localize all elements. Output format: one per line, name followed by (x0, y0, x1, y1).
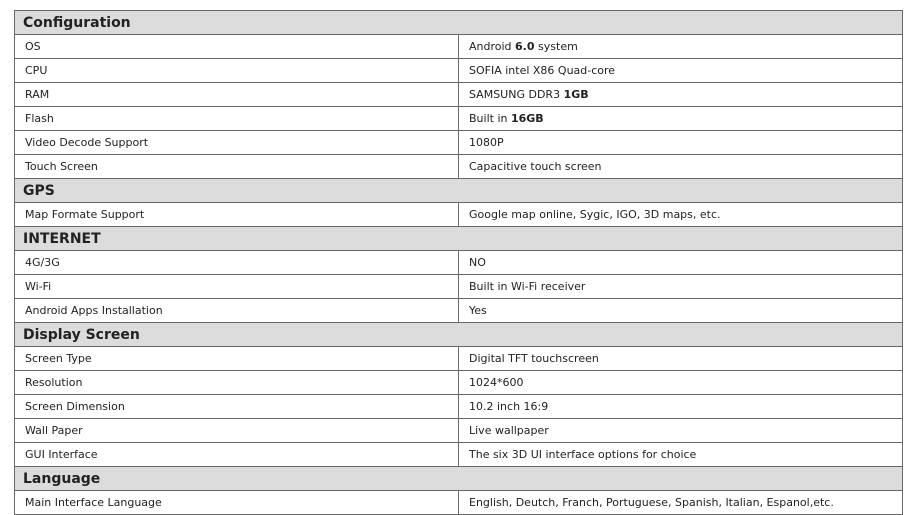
spec-value-emphasis: 6.0 (515, 39, 535, 53)
spec-value (459, 251, 903, 275)
spec-value (459, 443, 903, 467)
spec-row (15, 83, 903, 107)
section-header-row (15, 179, 903, 203)
spec-value-text: 1080P (469, 135, 504, 149)
spec-label: RAM (15, 83, 459, 107)
spec-value (459, 299, 903, 323)
spec-value (459, 59, 903, 83)
spec-value-emphasis: 16GB (510, 111, 544, 125)
spec-value-text: Digital TFT touchscreen (469, 351, 599, 365)
section-title: GPS (15, 179, 903, 203)
section-header-row (15, 467, 903, 491)
spec-value-text: Android (469, 39, 516, 53)
spec-value-text: Capacitive touch screen (469, 159, 602, 173)
spec-row (15, 443, 903, 467)
section-header-row (15, 227, 903, 251)
spec-label: Wi-Fi (15, 275, 459, 299)
spec-label: Map Formate Support (15, 203, 459, 227)
spec-label: GUI Interface (15, 443, 459, 467)
spec-label: Wall Paper (15, 419, 459, 443)
spec-value-text: Yes (469, 303, 487, 317)
spec-row (15, 395, 903, 419)
spec-value (459, 419, 903, 443)
spec-value (459, 107, 903, 131)
spec-row (15, 491, 903, 515)
spec-value-emphasis: 1GB (563, 87, 589, 101)
spec-row (15, 419, 903, 443)
spec-value-text: SAMSUNG DDR3 (469, 87, 564, 101)
spec-value-text: The six 3D UI interface options for choice (469, 447, 697, 461)
spec-table (14, 10, 903, 515)
spec-value-text: English, Deutch, Franch, Portuguese, Spanish, Italian, Espanol,etc. (469, 495, 834, 509)
spec-label: Resolution (15, 371, 459, 395)
spec-row (15, 275, 903, 299)
spec-row (15, 299, 903, 323)
spec-label: Screen Type (15, 347, 459, 371)
section-title: INTERNET (15, 227, 903, 251)
spec-label: Main Interface Language (15, 491, 459, 515)
spec-row (15, 59, 903, 83)
spec-value-text: Built in (469, 111, 511, 125)
spec-value (459, 83, 903, 107)
spec-value (459, 347, 903, 371)
spec-row (15, 155, 903, 179)
spec-value (459, 203, 903, 227)
spec-table-body (15, 11, 903, 515)
spec-row (15, 371, 903, 395)
spec-value-text: system (534, 39, 578, 53)
spec-row (15, 251, 903, 275)
spec-value (459, 131, 903, 155)
spec-row (15, 131, 903, 155)
spec-label: Video Decode Support (15, 131, 459, 155)
spec-label: Android Apps Installation (15, 299, 459, 323)
spec-value-text: Google map online, Sygic, IGO, 3D maps, etc. (469, 207, 721, 221)
spec-value (459, 35, 903, 59)
spec-value (459, 491, 903, 515)
spec-row (15, 203, 903, 227)
spec-value-text: NO (469, 255, 486, 269)
spec-value-text: SOFIA intel X86 Quad-core (469, 63, 616, 77)
spec-row (15, 107, 903, 131)
spec-row (15, 347, 903, 371)
section-title: Display Screen (15, 323, 903, 347)
spec-value (459, 395, 903, 419)
spec-row (15, 35, 903, 59)
spec-label: CPU (15, 59, 459, 83)
spec-label: Touch Screen (15, 155, 459, 179)
spec-label: Screen Dimension (15, 395, 459, 419)
spec-value (459, 155, 903, 179)
section-title: Configuration (15, 11, 903, 35)
spec-label: OS (15, 35, 459, 59)
section-header-row (15, 323, 903, 347)
spec-label: 4G/3G (15, 251, 459, 275)
spec-value (459, 371, 903, 395)
section-title: Language (15, 467, 903, 491)
spec-value-text: 10.2 inch 16:9 (469, 399, 549, 413)
spec-value-text: Built in Wi-Fi receiver (469, 279, 586, 293)
spec-label: Flash (15, 107, 459, 131)
spec-value (459, 275, 903, 299)
spec-value-text: 1024*600 (469, 375, 524, 389)
spec-value-text: Live wallpaper (469, 423, 549, 437)
section-header-row (15, 11, 903, 35)
